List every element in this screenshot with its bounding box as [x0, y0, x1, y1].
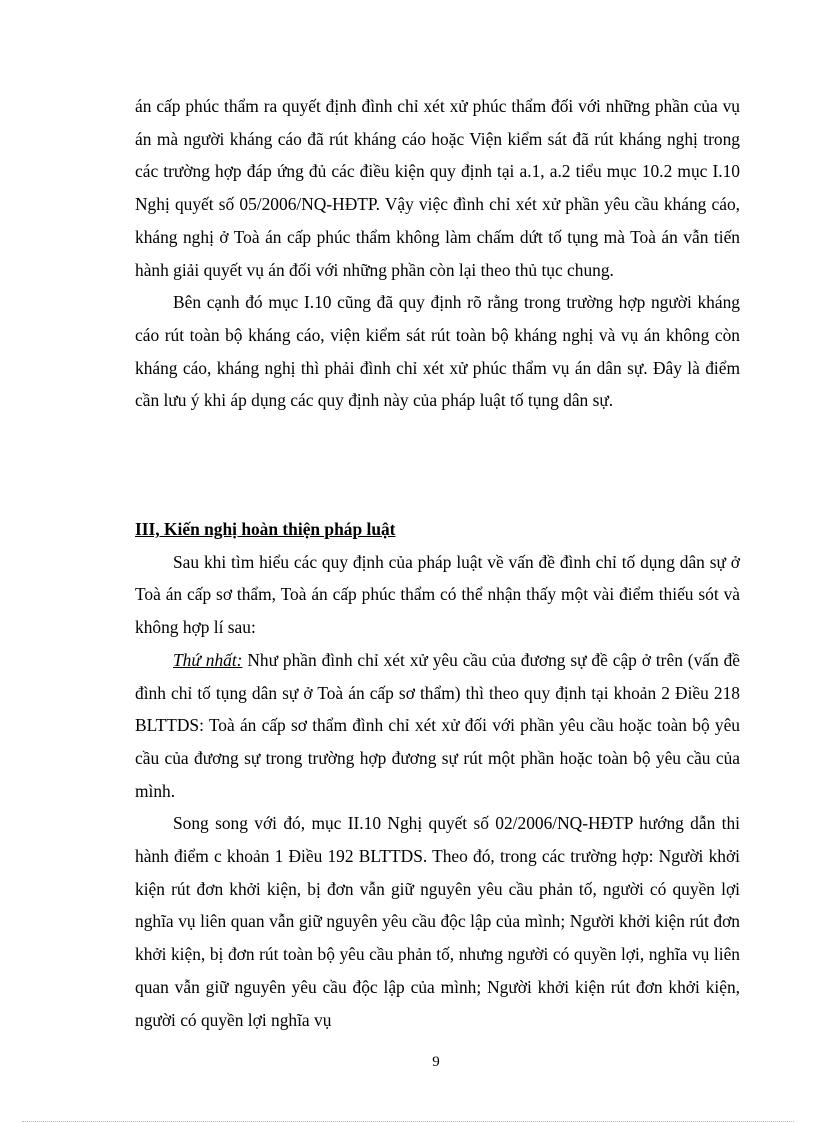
footer-divider [22, 1121, 794, 1122]
first-point-label: Thứ nhất: [173, 649, 243, 670]
continuation-paragraph: án cấp phúc thẩm ra quyết định đình chỉ xét xử phúc thẩm đối với những phần của vụ án mà người kháng cáo đã rút kháng cáo hoặc Viện kiểm sát đã rút kháng nghị trong các trường hợp đáp ứng đủ các điều kiện quy định tại a.1, a.2 tiểu mục 10.2 mục I.10 Nghị quyết số 05/2006/NQ-HĐTP. Vậy việc đình chỉ xét xử phần yêu cầu kháng cáo, kháng nghị ở Toà án cấp phúc thẩm không làm chấm dứt tố tụng mà Toà án vẫn tiến hành giải quyết vụ án đối với những phần còn lại theo thủ tục chung. [135, 96, 740, 280]
section-heading: III, Kiến nghị hoàn thiện pháp luật [135, 519, 396, 539]
body-text-top [135, 90, 740, 417]
section-intro-paragraph: Sau khi tìm hiểu các quy định của pháp luật về vấn đề đình chỉ tố dụng dân sự ở Toà án cấp sơ thẩm, Toà án cấp phúc thẩm có thể nhận thấy một vài điểm thiếu sót và không hợp lí sau: [135, 551, 740, 638]
paragraph-section-i10: Bên cạnh đó mục I.10 cũng đã quy định rõ rằng trong trường hợp người kháng cáo rút toàn bộ kháng cáo, viện kiểm sát rút toàn bộ kháng nghị và vụ án không còn kháng cáo, kháng nghị thì phải đình chỉ xét xử phúc thẩm vụ án dân sự. Đây là điểm cần lưu ý khi áp dụng các quy định này của pháp luật tố tụng dân sự. [135, 292, 740, 411]
last-paragraph: Song song với đó, mục II.10 Nghị quyết số 02/2006/NQ-HĐTP hướng dẫn thi hành điểm c khoản 1 Điều 192 BLTTDS. Theo đó, trong các trường hợp: Người khởi kiện rút đơn khởi kiện, bị đơn vẫn giữ nguyên yêu cầu phản tố, người có quyền lợi nghĩa vụ liên quan vẫn giữ nguyên yêu cầu độc lập của mình; Người khởi kiện rút đơn khởi kiện, bị đơn rút toàn bộ yêu cầu phản tố, nhưng người có quyền lợi, nghĩa vụ liên quan vẫn giữ nguyên yêu cầu độc lập của mình; Người khởi kiện rút đơn khởi kiện, người có quyền lợi nghĩa vụ [135, 813, 740, 1030]
first-point-paragraph [135, 644, 740, 808]
page-number: 9 [432, 1054, 440, 1070]
body-text-section-iii [135, 513, 740, 1036]
first-point-text: Như phần đình chỉ xét xử yêu cầu của đương sự đề cập ở trên (vấn đề đình chỉ tố tụng dân sự ở Toà án cấp sơ thẩm) thì theo quy định tại khoản 2 Điều 218 BLTTDS: Toà án cấp sơ thẩm đình chỉ xét xử đối với phần yêu cầu hoặc toàn bộ yêu cầu của đương sự trong trường hợp đương sự rút một phần hoặc toàn bộ yêu cầu của mình. [135, 649, 740, 801]
